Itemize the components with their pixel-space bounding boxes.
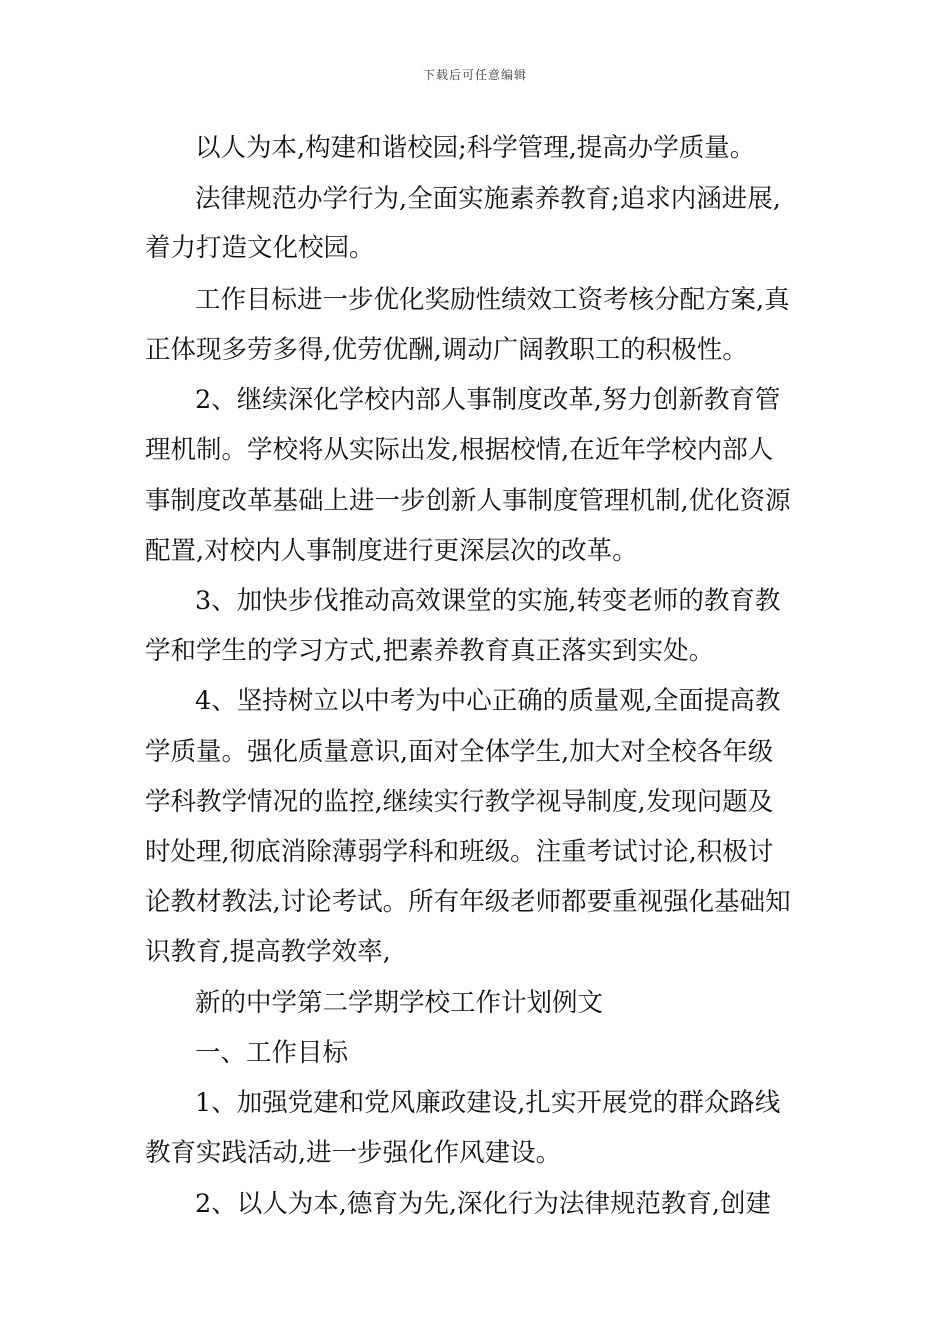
text-line: 学质量。强化质量意识,面对全体学生,加大对全校各年级 — [145, 737, 774, 767]
text-line: 教育实践活动,进一步强化作风建设。 — [145, 1138, 562, 1168]
text-line: 以人为本,构建和谐校园;科学管理,提高办学质量。 — [195, 133, 756, 163]
text-line: 学和学生的学习方式,把素养教育真正落实到实处。 — [145, 636, 715, 666]
text-line: 1、加强党建和党风廉政建设,扎实开展党的群众路线 — [195, 1088, 781, 1118]
text-line: 2、以人为本,德育为先,深化行为法律规范教育,创建 — [195, 1189, 772, 1219]
text-line: 3、加快步伐推动高效课堂的实施,转变老师的教育教 — [195, 586, 781, 616]
text-line: 2、继续深化学校内部人事制度改革,努力创新教育管 — [195, 385, 781, 415]
text-line: 识教育,提高教学效率, — [145, 937, 391, 967]
text-line: 事制度改革基础上进一步创新人事制度管理机制,优化资源 — [145, 486, 791, 516]
text-line: 4、坚持树立以中考为中心正确的质量观,全面提高教 — [195, 686, 781, 716]
text-line: 时处理,彻底消除薄弱学科和班级。注重考试讨论,积极讨 — [145, 837, 774, 867]
header-note: 下载后可任意编辑 — [422, 68, 527, 82]
text-line: 配置,对校内人事制度进行更深层次的改革。 — [145, 536, 638, 566]
text-line: 着力打造文化校园。 — [145, 233, 375, 263]
text-line: 新的中学第二学期学校工作计划例文 — [195, 988, 604, 1018]
text-line: 工作目标进一步优化奖励性绩效工资考核分配方案,真 — [195, 285, 790, 315]
text-line: 正体现多劳多得,优劳优酬,调动广阔教职工的积极性。 — [145, 335, 748, 365]
text-line: 法律规范办学行为,全面实施素养教育;追求内涵进展, — [195, 184, 781, 214]
text-line: 论教材教法,讨论考试。所有年级老师都要重视强化基础知 — [145, 887, 791, 917]
text-line: 理机制。学校将从实际出发,根据校情,在近年学校内部人 — [145, 435, 774, 465]
text-line: 学科教学情况的监控,继续实行教学视导制度,发现问题及 — [145, 787, 774, 817]
text-line: 一、工作目标 — [195, 1038, 349, 1068]
